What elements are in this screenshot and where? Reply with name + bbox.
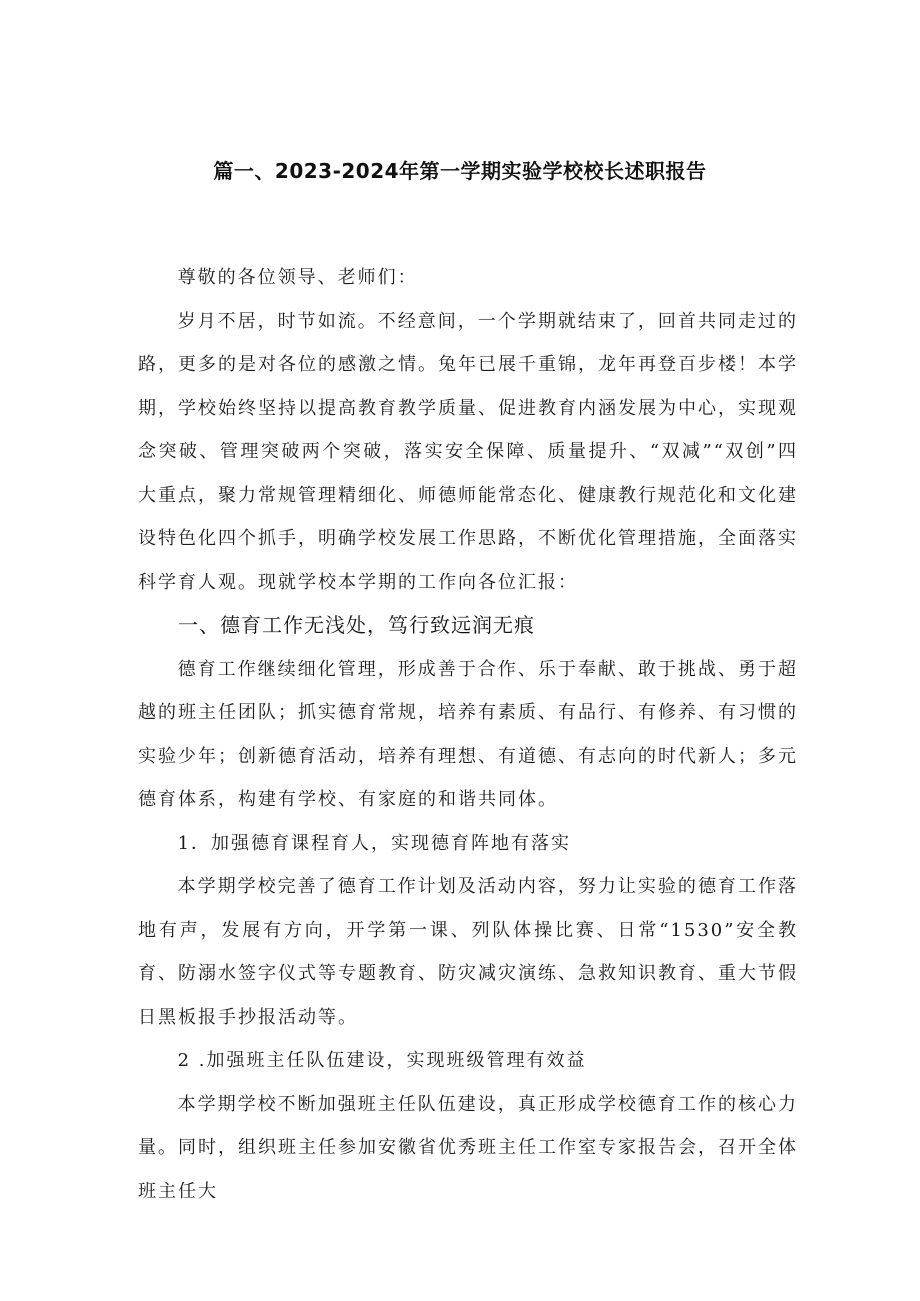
- subsection-heading-1: 1．加强德育课程育人，实现德育阵地有落实: [177, 832, 572, 854]
- subsection-heading-2: 2 .加强班主任队伍建设，实现班级管理有效益: [177, 1050, 587, 1071]
- subsection-paragraph-1: 本学期学校完善了德育工作计划及活动内容，努力让实验的德育工作落地有声，发展有方向，开学第一课、列队体操比赛、日常“1530”安全教育、防溺水签字仪式等专题教育、防灾减灾演练、急救知识教育、重大节假日黑板报手抄报活动等。: [138, 876, 798, 1028]
- section-heading: 一、德育工作无浅处，笃行致远润无痕: [178, 613, 535, 637]
- subsection-paragraph-2: 本学期学校不断加强班主任队伍建设，真正形成学校德育工作的核心力量。同时，组织班主任参加安徽省优秀班主任工作室专家报告会，召开全体班主任大: [138, 1093, 798, 1202]
- document-title: 篇一、2023-2024年第一学期实验学校校长述职报告: [213, 159, 707, 183]
- document-body: [138, 256, 798, 1213]
- salutation: 尊敬的各位领导、老师们：: [177, 267, 418, 288]
- section-paragraph: 德育工作继续细化管理，形成善于合作、乐于奉献、敢于挑战、勇于超越的班主任团队；抓实德育常规，培养有素质、有品行、有修养、有习惯的实验少年；创新德育活动，培养有理想、有道德、有志向的时代新人；多元德育体系，构建有学校、有家庭的和谐共同体。: [138, 658, 798, 810]
- intro-paragraph: 岁月不居，时节如流。不经意间，一个学期就结束了，回首共同走过的路，更多的是对各位的感激之情。兔年已展千重锦，龙年再登百步楼！本学期，学校始终坚持以提高教育教学质量、促进教育内涵发展为中心，实现观念突破、管理突破两个突破，落实安全保障、质量提升、“双减”“双创”四大重点，聚力常规管理精细化、师德师能常态化、健康教行规范化和文化建设特色化四个抓手，明确学校发展工作思路，不断优化管理措施，全面落实科学育人观。现就学校本学期的工作向各位汇报：: [138, 310, 798, 593]
